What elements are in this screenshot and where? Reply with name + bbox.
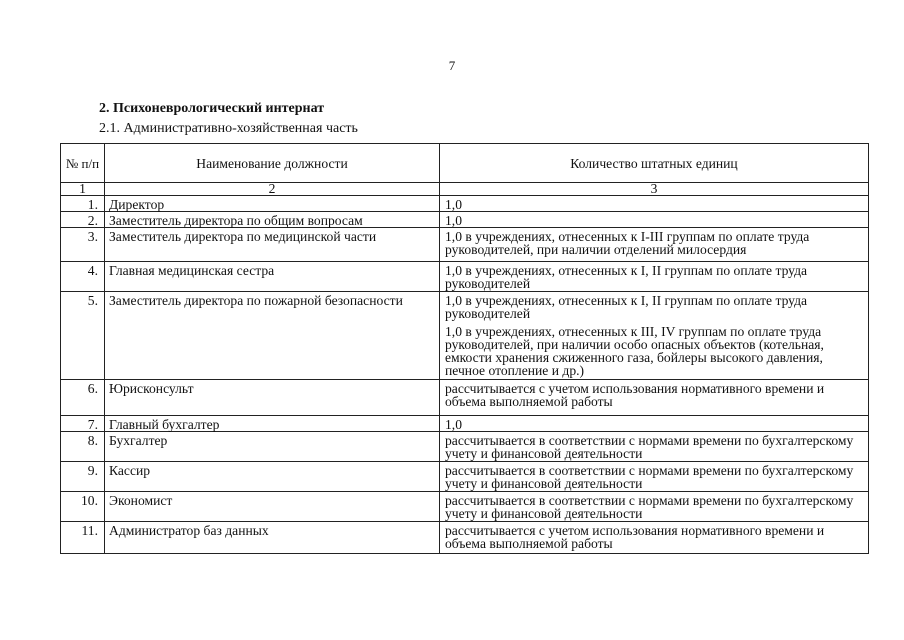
staff-count-text: 1,0 [445, 197, 462, 212]
staff-count [440, 228, 869, 262]
row-number: 11. [61, 522, 105, 554]
position-name: Бухгалтер [105, 432, 440, 462]
staff-count [440, 416, 869, 432]
staff-count [440, 492, 869, 522]
position-name: Директор [105, 196, 440, 212]
page-number: 7 [448, 58, 456, 73]
staff-count-text: 1,0 [445, 417, 462, 432]
table-row [61, 492, 869, 522]
staff-count-text: 1,0 в учреждениях, отнесенных к I-III группам по оплате труда руководителей, при наличии отделений милосердия [445, 229, 810, 257]
column-number-3: 3 [440, 183, 869, 196]
row-number: 2. [61, 212, 105, 228]
position-name: Заместитель директора по медицинской части [105, 228, 440, 262]
table-header-row [61, 144, 869, 183]
position-name: Кассир [105, 462, 440, 492]
section-title: 2. Психоневрологический интернат [99, 101, 325, 116]
staff-count-text: рассчитывается в соответствии с нормами времени по бухгалтерскому учету и финансовой деятельности [445, 493, 854, 521]
row-number: 6. [61, 380, 105, 416]
staff-count-text: 1,0 в учреждениях, отнесенных к I, II группам по оплате труда руководителей [445, 293, 808, 321]
row-number: 3. [61, 228, 105, 262]
table-row [61, 522, 869, 554]
row-number: 1. [61, 196, 105, 212]
table-body [61, 196, 869, 554]
staff-count [440, 292, 869, 380]
staff-count-text: 1,0 [445, 213, 462, 228]
header-count: Количество штатных единиц [440, 144, 869, 183]
staff-count [440, 262, 869, 292]
position-name: Заместитель директора по общим вопросам [105, 212, 440, 228]
row-number: 8. [61, 432, 105, 462]
staff-count [440, 432, 869, 462]
staff-table [60, 143, 869, 554]
row-number: 5. [61, 292, 105, 380]
subsection-title: 2.1. Административно-хозяйственная часть [99, 121, 358, 136]
position-name: Администратор баз данных [105, 522, 440, 554]
table-row [61, 432, 869, 462]
header-position: Наименование должности [105, 144, 440, 183]
row-number: 4. [61, 262, 105, 292]
row-number: 9. [61, 462, 105, 492]
table-row [61, 228, 869, 262]
table-row [61, 262, 869, 292]
staff-count-text: рассчитывается в соответствии с нормами времени по бухгалтерскому учету и финансовой деятельности [445, 463, 854, 491]
table-row [61, 212, 869, 228]
column-numbers-row [61, 183, 869, 196]
staff-count [440, 380, 869, 416]
table-row [61, 292, 869, 380]
column-number-1: 1 [61, 183, 105, 196]
staff-count [440, 462, 869, 492]
staff-count [440, 212, 869, 228]
table-row [61, 416, 869, 432]
position-name: Главный бухгалтер [105, 416, 440, 432]
position-name: Экономист [105, 492, 440, 522]
staff-count-text: рассчитывается с учетом использования нормативного времени и объема выполняемой работы [445, 381, 825, 409]
position-name: Главная медицинская сестра [105, 262, 440, 292]
row-number: 7. [61, 416, 105, 432]
row-number: 10. [61, 492, 105, 522]
column-number-2: 2 [105, 183, 440, 196]
table-row [61, 462, 869, 492]
staff-count-text: рассчитывается с учетом использования нормативного времени и объема выполняемой работы [445, 523, 825, 551]
header-number: № п/п [61, 144, 105, 183]
staff-count [440, 522, 869, 554]
table-row [61, 380, 869, 416]
position-name: Юрисконсульт [105, 380, 440, 416]
staff-count-text: 1,0 в учреждениях, отнесенных к I, II группам по оплате труда руководителей [445, 263, 808, 291]
table-row [61, 196, 869, 212]
position-name: Заместитель директора по пожарной безопасности [105, 292, 440, 380]
staff-count [440, 196, 869, 212]
staff-count-text: рассчитывается в соответствии с нормами времени по бухгалтерскому учету и финансовой деятельности [445, 433, 854, 461]
staff-count-text: 1,0 в учреждениях, отнесенных к III, IV группам по оплате труда руководителей, при наличии особо опасных объектов (котельная, емкости хранения сжиженного газа, бойлеры высокого давления, печное отопление и др.) [445, 324, 824, 378]
